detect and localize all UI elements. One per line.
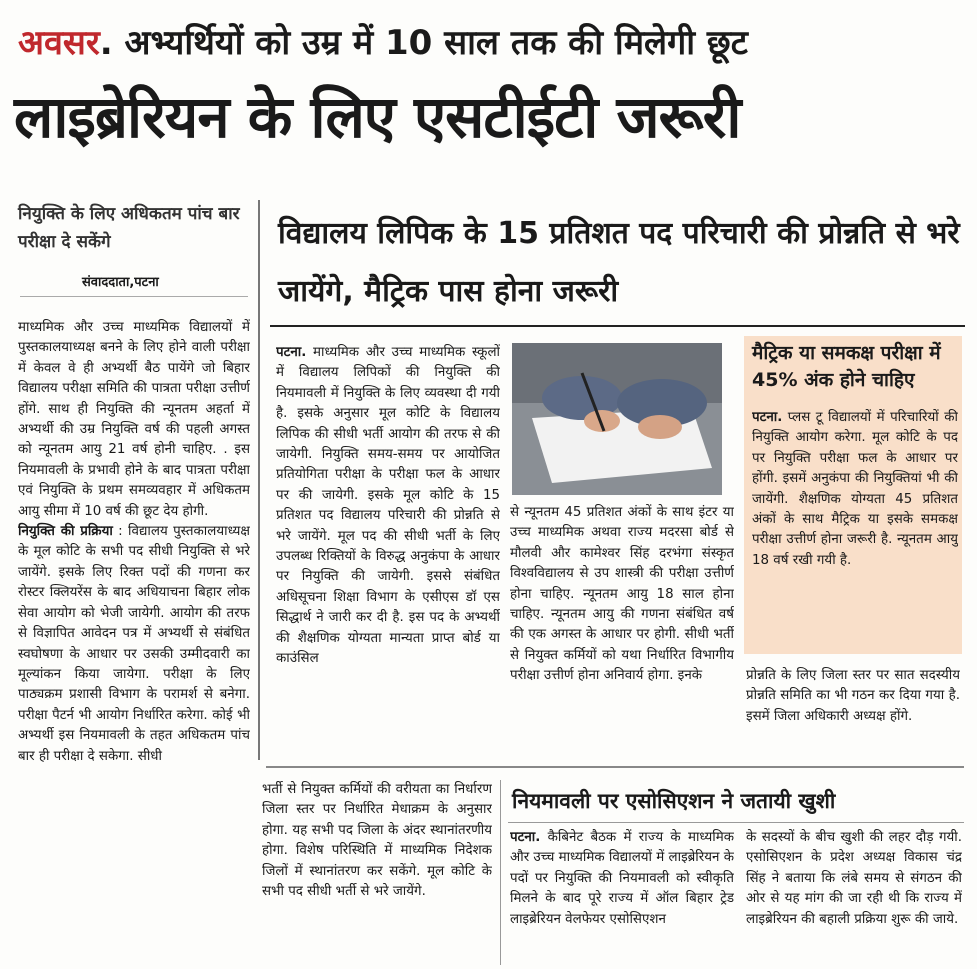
- association-column-1: [510, 828, 734, 966]
- kicker-line: [18, 18, 748, 68]
- divider-left: [258, 200, 260, 760]
- clerk-col1-text: माध्यमिक और उच्च माध्यमिक स्कूलों में विद्यालय लिपिकों की नियुक्ति की नियमावली में नियुक्ति के लिए व्यवस्था दी गयी है. इसके अनुसार मूल कोटि के विद्यालय लिपिक की सीधी भर्ती आयोग की तरफ से की जायेगी. नियुक्ति समय-समय पर आयोजित प्रतियोगिता परीक्षा के परीक्षा फल के आधार पर की जायेगी. इसके मूल कोटि के 15 प्रतिशत पद विद्यालय परिचारी की प्रोन्नति से भरे जायेंगे. मूल पद की सीधी भर्ती के लिए उपलब्ध रिक्तियों के विरुद्ध अनुकंपा के आधार पर नियुक्ति की जायेगी. इससे संबंधित अधिसूचना शिक्षा विभाग के एसीएस डॉ एस सिद्धार्थ ने जारी कर दी है. इस पद के अभ्यर्थी की शैक्षणिक योग्यता मान्यता प्राप्त बोर्ड या काउंसिल: [276, 345, 500, 667]
- clerk-col1-para: [276, 343, 500, 670]
- byline: संवाददाता,पटना: [82, 275, 159, 290]
- left-subhead: नियुक्ति के लिए अधिकतम पांच बार परीक्षा दे सकेंगे: [18, 204, 240, 252]
- box-headline: मैट्रिक या समकक्ष परीक्षा में 45% अंक होने चाहिए: [752, 342, 941, 391]
- clerk-column-1: [276, 343, 500, 761]
- kicker-tag: अवसर: [18, 23, 100, 63]
- left-para-2: [18, 522, 250, 767]
- left-continued-text: भर्ती से नियुक्त कर्मियों की वरीयता का निर्धारण जिला स्तर पर निर्धारित मेधाक्रम के अनुसार होगा. यह सभी पद जिला के अंदर स्थानांतरणीय होगा. विशेष परिस्थिति में माध्यमिक निदेशक जिलों में स्थानांतरण कर सकेंगे. मूल कोटि के सभी पद सीधी भर्ती से भरे जायेंगे.: [262, 782, 492, 900]
- association-column-2: के सदस्यों के बीच खुशी की लहर दौड़ गयी. एसोसिएशन के प्रदेश अध्यक्ष विकास चंद्र सिंह ने बताया कि लंबे समय से संगठन की ओर से यह मांग की जा रही थी कि राज्य में लाइब्रेरियन की बहाली प्रक्रिया शुरू की जाये.: [746, 830, 962, 927]
- divider-right: [500, 780, 501, 965]
- box-para: [752, 408, 958, 571]
- association-headline: नियमावली पर एसोसिएशन ने जतायी खुशी: [512, 789, 836, 813]
- clerk-dateline: पटना.: [276, 345, 307, 360]
- association-col1-text: कैबिनेट बैठक में राज्य के माध्यमिक और उच्च माध्यमिक विद्यालयों में लाइब्रेरियन के पदों पर नियुक्ति की नियमावली को स्वीकृति मिलने के बाद पूरे राज्य में ऑल बिहार ट्रेड लाइब्रेरियन वेलफेयर एसोसिएशन: [510, 830, 734, 927]
- association-rule: [508, 822, 964, 823]
- association-col1-para: [510, 828, 734, 930]
- left-para-1: माध्यमिक और उच्च माध्यमिक विद्यालयों में पुस्तकालयाध्यक्ष बनने के लिए होने वाली परीक्षा में केवल वे ही अभ्यर्थी बैठ पायेंगे जो बिहार विद्यालय परीक्षा समिति की पात्रता परीक्षा उत्तीर्ण होंगे. साथ ही नियुक्ति की न्यूनतम अहर्ता में अभ्यर्थी की उम्र नियुक्ति वर्ष की पहली अगस्त को न्यूनतम आयु 21 वर्ष होनी चाहिए. . इस नियमावली के प्रभावी होने के बाद पात्रता परीक्षा एवं नियुक्ति के प्रथम समव्यवहार में अधिकतम आयु सीमा में 10 वर्ष की छूट देय होगी.: [18, 320, 250, 519]
- process-text: : विद्यालय पुस्तकालयाध्यक्ष के मूल कोटि के सभी पद सीधी नियुक्ति से भरे जायेंगे. इसके लिए रिक्त पदों की गणना कर रोस्टर क्लियरेंस के बाद अधियाचना बिहार लोक सेवा आयोग को भेजी जायेगी. आयोग की तरफ से विज्ञापित आवेदन पत्र में अभ्यर्थी से संबंधित स्वघोषणा के आधार पर उसकी उम्मीदवारी का मूल्यांकन किया जायेगा. परीक्षा के लिए पाठ्यक्रम प्रशासी विभाग के परामर्श से बनेगा. परीक्षा पैटर्न भी आयोग निर्धारित करेगा. कोई भी अभ्यर्थी इस नियमावली के तहत अधिकतम पांच बार ही परीक्षा दे सकेगा. सीधी: [18, 524, 250, 764]
- box-after-text: प्रोन्नति के लिए जिला स्तर पर सात सदस्यीय प्रोन्नति समिति का भी गठन कर दिया गया है. इसमें जिला अधिकारी अध्यक्ष होंगे.: [746, 668, 960, 724]
- box-text: प्लस टू विद्यालयों में परिचारियों की नियुक्ति आयोग करेगा. मूल कोटि के पद पर नियुक्ति परीक्षा फल के आधार पर होंगी. इसमें अनुकंपा की नियुक्तियां भी की जायेंगी. शैक्षणिक योग्यता 45 प्रतिशत अंकों के साथ मैट्रिक या इसके समकक्ष परीक्षा उत्तीर्ण होना जरूरी है. न्यूनतम आयु 18 वर्ष रखी गयी है.: [752, 410, 958, 568]
- process-lead: नियुक्ति की प्रक्रिया: [18, 524, 113, 540]
- byline-underline: [20, 296, 248, 297]
- box-dateline: पटना.: [752, 410, 783, 425]
- signing-photo: [512, 343, 722, 495]
- lower-rule: [266, 766, 964, 768]
- clerk-rule: [270, 325, 965, 327]
- clerk-subhead: विद्यालय लिपिक के 15 प्रतिशत पद परिचारी की प्रोन्नति से भरे जायेंगे, मैट्रिक पास होना जरूरी: [278, 216, 960, 309]
- kicker-text: . अभ्यर्थियों को उम्र में 10 साल तक की मिलेगी छूट: [99, 23, 748, 63]
- association-dateline: पटना.: [510, 830, 541, 845]
- main-headline: लाइब्रेरियन के लिए एसटीईटी जरूरी: [14, 83, 741, 151]
- left-column-text: [18, 318, 250, 964]
- box-body: [752, 408, 958, 648]
- clerk-column-2: से न्यूनतम 45 प्रतिशत अंकों के साथ इंटर या उच्च माध्यमिक अथवा राज्य मदरसा बोर्ड से मौलवी और कामेश्वर सिंह दरभंगा संस्कृत विश्वविद्यालय से उप शास्त्री की परीक्षा उत्तीर्ण होना चाहिए. न्यूनतम आयु 18 साल होना चाहिए. न्यूनतम आयु की गणना संबंधित वर्ष की एक अगस्त के आधार पर होगी. सीधी भर्ती से नियुक्त कर्मियों को यथा निर्धारित विभागीय परीक्षा उत्तीर्ण होना अनिवार्य होगा. इनके: [510, 505, 734, 684]
